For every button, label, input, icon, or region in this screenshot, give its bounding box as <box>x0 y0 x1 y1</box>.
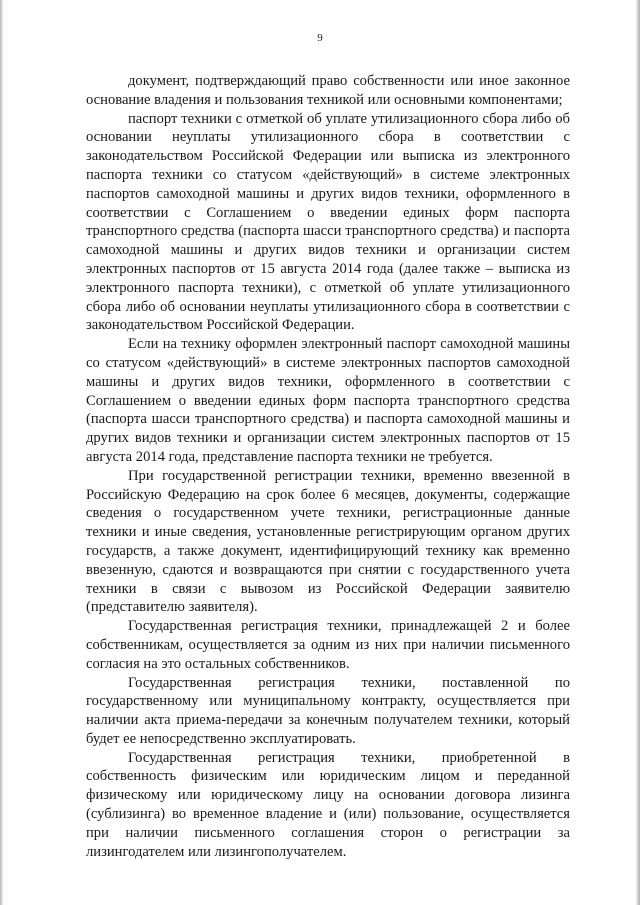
body-text <box>86 72 570 861</box>
paragraph: Государственная регистрация техники, принадлежащей 2 и более собственникам, осуществляется за одним из них при наличии письменного согласия на это остальных собственников. <box>86 618 570 672</box>
paragraph: Государственная регистрация техники, поставленной по государственному или муниципальному контракту, осуществляется при наличии акта приема-передачи за конечным получателем техники, который будет ее непосредственно эксплуатировать. <box>86 674 570 747</box>
paragraph: паспорт техники с отметкой об уплате утилизационного сбора либо об основании неуплаты утилизационного сбора в соответствии с законодательством Российской Федерации или выписка из электронного паспорта техники со статусом «действующий» в системе электронных паспортов самоходной машины и других видов техники, оформленного в соответствии с Соглашением о введении единых форм паспорта транспортного средства (паспорта шасси транспортного средства) и паспорта самоходной машины и других видов техники и организации систем электронных паспортов от 15 августа 2014 года (далее также – выписка из электронного паспорта техники), с отметкой об уплате утилизационного сбора либо об основании неуплаты утилизационного сбора в соответствии с законодательством Российской Федерации. <box>86 110 570 334</box>
paragraph: При государственной регистрации техники, временно ввезенной в Российскую Федерацию на срок более 6 месяцев, документы, содержащие сведения о государственном учете техники, регистрационные данные техники и иные сведения, установленные регистрирующим органом других государств, а также документ, идентифицирующий технику как временно ввезенную, сдаются и возвращаются при снятии с государственного учета техники в связи с вывозом из Российской Федерации заявителю (представителю заявителя). <box>86 467 570 616</box>
paragraph: Государственная регистрация техники, приобретенной в собственность физическим или юридическим лицом и переданной физическому или юридическому лицу на основании договора лизинга (сублизинга) во временное владение и (или) пользование, осуществляется при наличии письменного соглашения сторон о регистрации за лизингодателем или лизингополучателем. <box>86 749 570 860</box>
paragraph: документ, подтверждающий право собственности или иное законное основание владения и пользования техникой или основными компонентами; <box>86 73 570 108</box>
paragraph: Если на технику оформлен электронный паспорт самоходной машины со статусом «действующий» в системе электронных паспортов самоходной машины и других видов техники, оформленного в соответствии с Соглашением о введении единых форм паспорта транспортного средства (паспорта шасси транспортного средства) и паспорта самоходной машины и других видов техники и организации систем электронных паспортов от 15 августа 2014 года, представление паспорта техники не требуется. <box>86 336 570 465</box>
page-number: 9 <box>317 32 323 44</box>
scan-edge-left <box>0 0 3 905</box>
scan-edge-right <box>636 0 640 905</box>
